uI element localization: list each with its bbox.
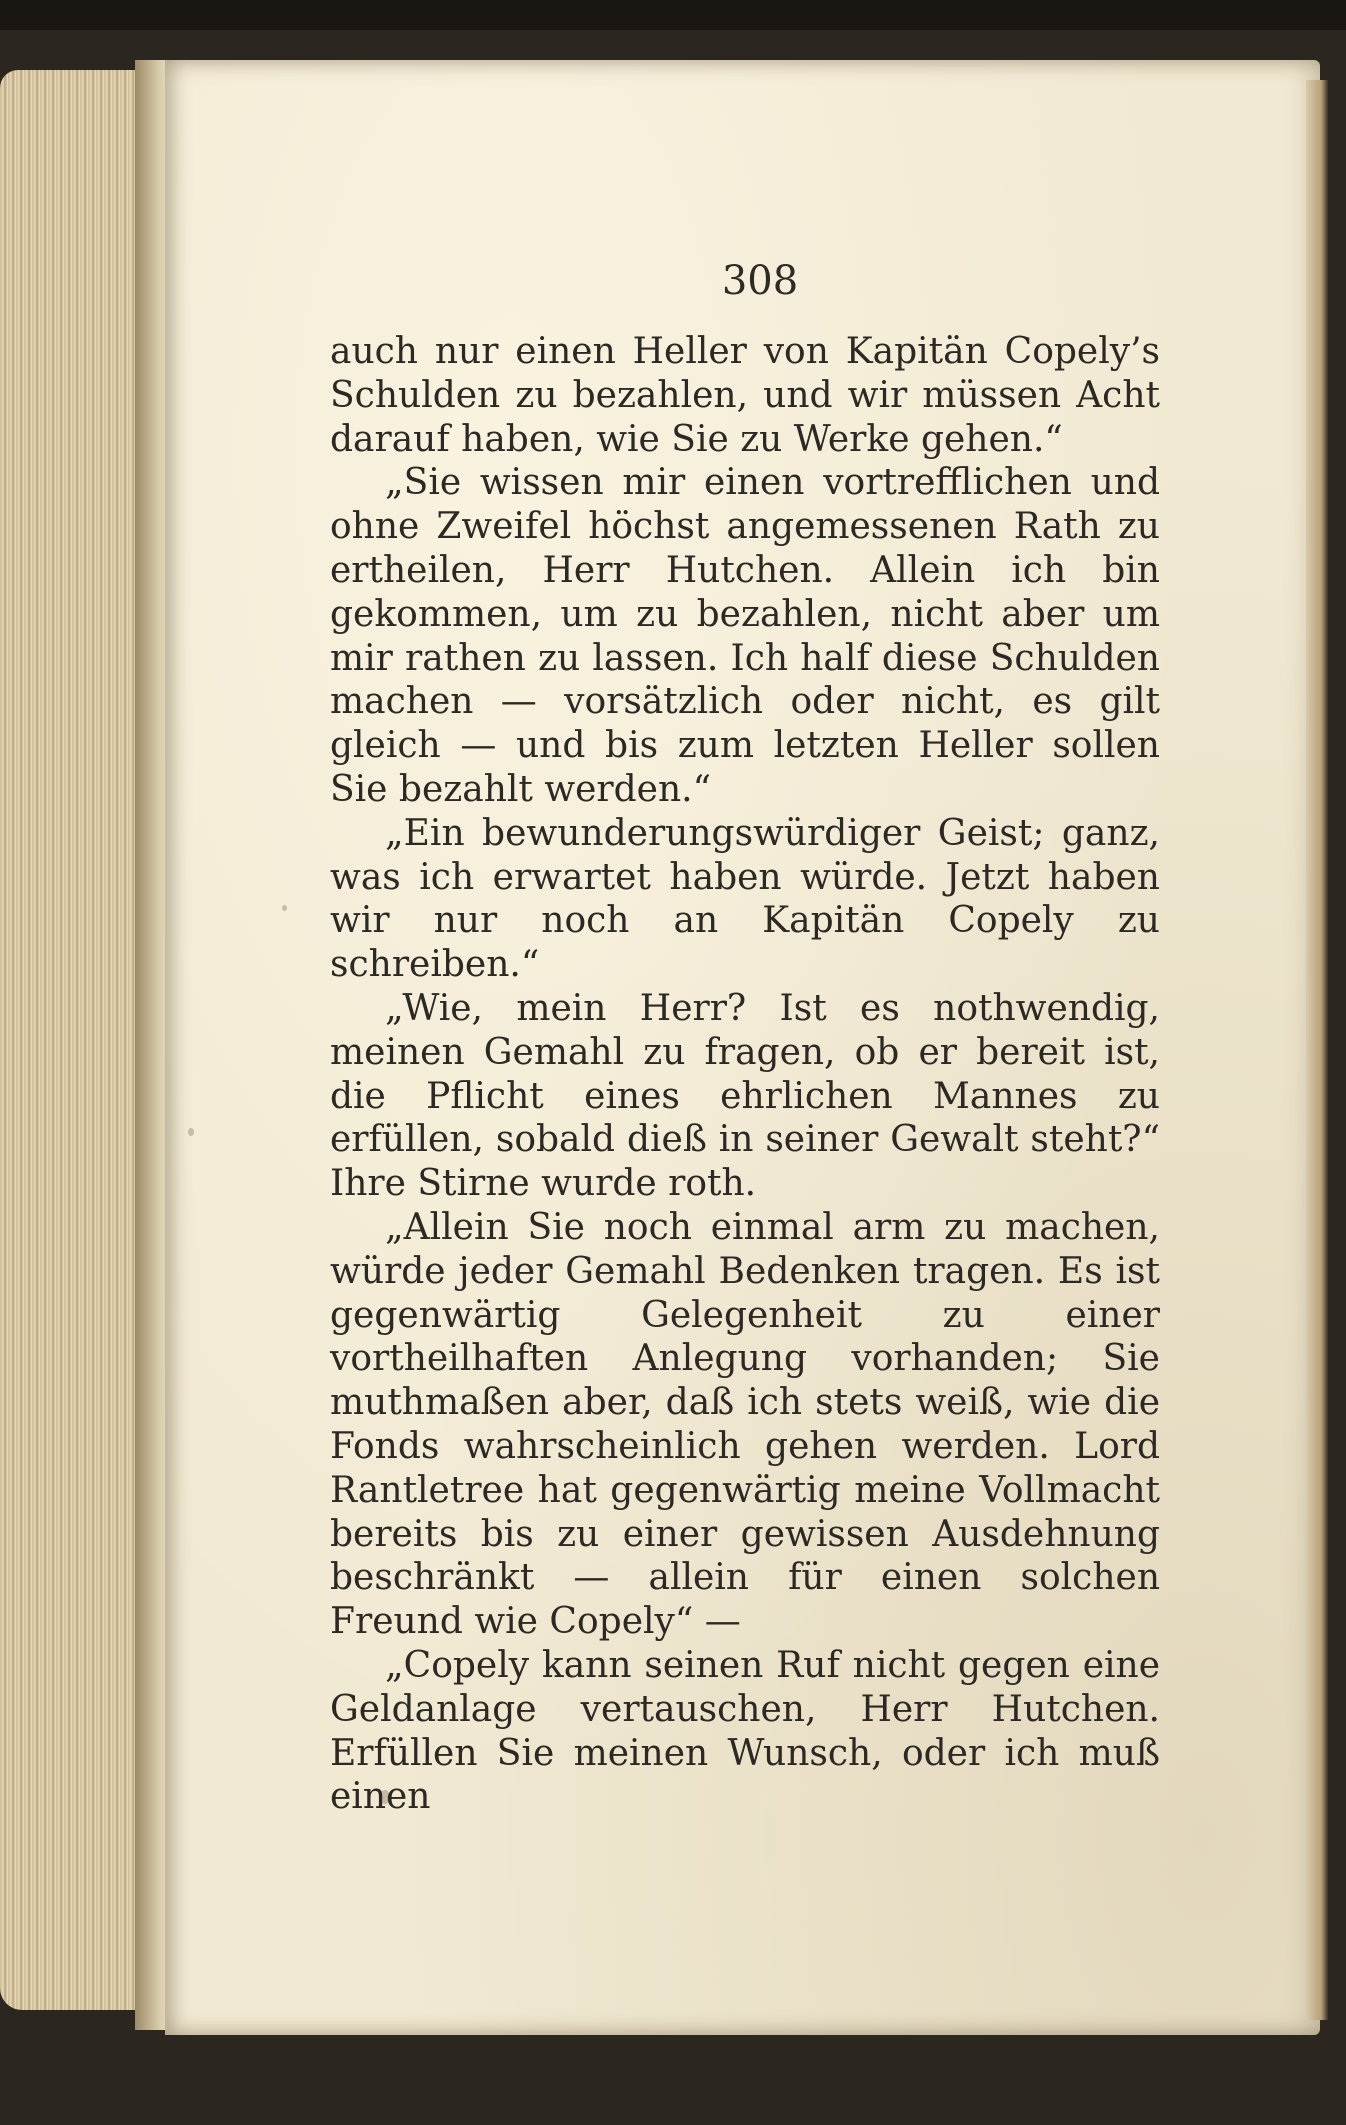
paragraph: „Wie, mein Herr? Ist es nothwendig, meinen Gemahl zu fragen, ob er bereit ist, die Pflicht eines ehrlichen Mannes zu erfüllen, sobald dieß in seiner Gewalt steht?“ Ihre Stirne wurde roth. <box>330 987 1160 1205</box>
page-right-edge <box>1306 80 1328 2020</box>
page-number: 308 <box>721 258 799 304</box>
paragraph: auch nur einen Heller von Kapitän Copely’s Schulden zu bezahlen, und wir müssen Acht darauf haben, wie Sie zu Werke gehen.“ <box>330 331 1160 460</box>
paragraph: „Copely kann seinen Ruf nicht gegen eine Geldanlage vertauschen, Herr Hutchen. Erfüllen Sie meinen Wunsch, oder ich muß einen <box>330 1644 1160 1818</box>
paper-spot <box>282 905 287 911</box>
paragraph: „Ein bewunderungswürdiger Geist; ganz, was ich erwartet haben würde. Jetzt haben wir nur noch an Kapitän Copely zu schreiben.“ <box>330 812 1160 986</box>
page-text <box>330 330 1160 1819</box>
paragraph: „Allein Sie noch einmal arm zu machen, würde jeder Gemahl Bedenken tragen. Es ist gegenwärtig Gelegenheit zu einer vortheilhaften Anlegung vorhanden; Sie muthmaßen aber, daß ich stets weiß, wie die Fonds wahrscheinlich gehen werden. Lord Rantletree hat gegenwärtig meine Vollmacht bereits bis zu einer gewissen Ausdehnung beschränkt — allein für einen solchen Freund wie Copely“ — <box>330 1206 1160 1643</box>
paper-spot <box>188 1128 194 1136</box>
paragraph: „Sie wissen mir einen vortrefflichen und ohne Zweifel höchst angemessenen Rath zu ertheilen, Herr Hutchen. Allein ich bin gekommen, um zu bezahlen, nicht aber um mir rathen zu lassen. Ich half diese Schulden machen — vorsätzlich oder nicht, es gilt gleich — und bis zum letzten Heller sollen Sie bezahlt werden.“ <box>330 462 1160 810</box>
page-edges <box>0 70 150 2010</box>
